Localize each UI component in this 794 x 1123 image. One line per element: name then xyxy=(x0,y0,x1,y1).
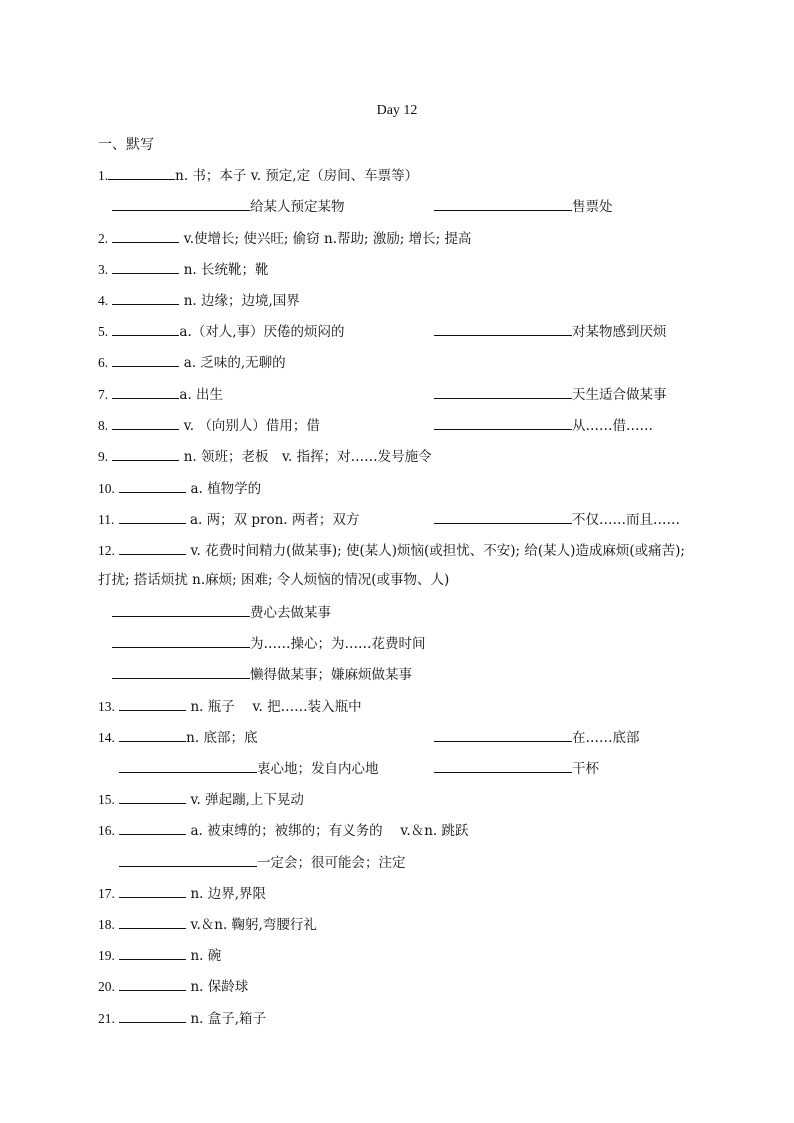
phrase-definition: 售票处 xyxy=(572,199,613,215)
list-item-right xyxy=(434,196,613,216)
item-definition: v.＆n. 鞠躬,弯腰行礼 xyxy=(190,917,317,933)
item-number: 14. xyxy=(98,730,115,745)
list-item xyxy=(98,914,317,934)
item-number: 9. xyxy=(98,449,109,464)
phrase-definition: 为……操心；为……花费时间 xyxy=(250,636,426,652)
list-item xyxy=(98,1008,266,1028)
page-title: Day 12 xyxy=(376,103,418,118)
item-number: 21. xyxy=(98,1011,115,1026)
phrase-definition: 天生适合做某事 xyxy=(572,387,667,403)
item-number: 3. xyxy=(98,262,109,277)
list-item xyxy=(98,820,468,840)
item-number: 20. xyxy=(98,979,115,994)
list-item-right xyxy=(434,415,653,435)
list-item xyxy=(98,976,248,996)
item-definition: n. 书；本子 v. 预定,定（房间、车票等） xyxy=(175,168,419,184)
item-definition: n. 盒子,箱子 xyxy=(190,1011,267,1027)
list-item xyxy=(98,540,685,560)
list-item xyxy=(119,852,406,872)
list-item xyxy=(112,633,426,653)
item-number: 13. xyxy=(98,699,115,714)
item-definition: v. 花费时间精力(做某事); 使(某人)烦恼(或担忧、不安); 给(某人)造成麻烦(或痛苦); xyxy=(190,543,685,559)
answer-blank[interactable] xyxy=(434,321,572,336)
item-definition: a.（对人,事）厌倦的烦闷的 xyxy=(179,324,345,340)
item-number: 8. xyxy=(98,418,109,433)
item-definition: n. 瓶子 v. 把……装入瓶中 xyxy=(190,699,362,715)
list-item xyxy=(98,446,432,466)
phrase-definition: 一定会；很可能会；注定 xyxy=(257,855,406,871)
phrase-definition: 对某物感到厌烦 xyxy=(572,324,667,340)
item-number: 5. xyxy=(98,324,109,339)
list-item xyxy=(98,478,261,498)
answer-blank[interactable] xyxy=(119,509,186,524)
list-item xyxy=(112,602,331,622)
answer-blank[interactable] xyxy=(119,540,186,555)
answer-blank[interactable] xyxy=(112,196,250,211)
item-number: 2. xyxy=(98,231,109,246)
item-number: 1. xyxy=(98,168,109,183)
answer-blank[interactable] xyxy=(119,945,186,960)
answer-blank[interactable] xyxy=(434,415,572,430)
list-item-right xyxy=(434,727,640,747)
phrase-definition: 从……借…… xyxy=(572,418,653,434)
list-item xyxy=(119,758,379,778)
answer-blank[interactable] xyxy=(434,196,572,211)
answer-blank[interactable] xyxy=(119,478,186,493)
item-definition: a. 被束缚的；被绑的；有义务的 v.＆n. 跳跃 xyxy=(190,823,469,839)
item-definition: a. 出生 xyxy=(179,387,224,403)
answer-blank[interactable] xyxy=(119,789,186,804)
list-item xyxy=(98,290,300,310)
list-item xyxy=(98,321,345,341)
list-item xyxy=(98,509,359,529)
answer-blank[interactable] xyxy=(112,259,179,274)
item-definition: v. 弹起蹦,上下晃动 xyxy=(190,792,304,808)
list-item-right xyxy=(434,384,667,404)
answer-blank[interactable] xyxy=(119,914,186,929)
item-number: 18. xyxy=(98,917,115,932)
list-item-right xyxy=(434,321,667,341)
item-definition: n. 碗 xyxy=(190,948,222,964)
answer-blank[interactable] xyxy=(112,602,250,617)
answer-blank[interactable] xyxy=(112,321,179,336)
list-item xyxy=(98,696,362,716)
list-item xyxy=(98,883,266,903)
phrase-definition: 费心去做某事 xyxy=(250,605,331,621)
answer-blank[interactable] xyxy=(119,1008,186,1023)
item-definition: n. 保龄球 xyxy=(190,979,249,995)
answer-blank[interactable] xyxy=(434,758,572,773)
item-number: 6. xyxy=(98,355,109,370)
item-definition: n. 边缘；边境,国界 xyxy=(183,293,300,309)
answer-blank[interactable] xyxy=(119,758,257,773)
item-definition: n. 边界,界限 xyxy=(190,886,267,902)
answer-blank[interactable] xyxy=(112,446,179,461)
list-item xyxy=(98,415,320,435)
item-definition: v.使增长; 使兴旺; 偷窃 n.帮助; 激励; 增长; 提高 xyxy=(183,231,472,247)
phrase-definition: 在……底部 xyxy=(572,730,640,746)
answer-blank[interactable] xyxy=(112,664,250,679)
answer-blank[interactable] xyxy=(434,509,572,524)
item-definition: a. 两；双 pron. 两者；双方 xyxy=(189,512,360,528)
answer-blank[interactable] xyxy=(112,384,179,399)
answer-blank[interactable] xyxy=(119,727,186,742)
item-number: 10. xyxy=(98,481,115,496)
item-number: 15. xyxy=(98,792,115,807)
answer-blank[interactable] xyxy=(112,415,179,430)
list-item xyxy=(98,945,221,965)
section-heading: 一、默写 xyxy=(98,137,154,153)
list-item xyxy=(98,727,257,747)
answer-blank[interactable] xyxy=(434,727,572,742)
list-item-continuation xyxy=(98,571,449,589)
answer-blank[interactable] xyxy=(434,384,572,399)
item-definition: v. （向别人）借用；借 xyxy=(183,418,320,434)
item-number: 17. xyxy=(98,886,115,901)
item-definition: n. 领班；老板 v. 指挥；对……发号施令 xyxy=(183,449,432,465)
list-item xyxy=(98,228,472,248)
item-definition: n. 底部；底 xyxy=(186,730,258,746)
answer-blank[interactable] xyxy=(119,852,257,867)
phrase-definition: 干杯 xyxy=(572,761,599,777)
item-number: 19. xyxy=(98,948,115,963)
list-item xyxy=(98,789,304,809)
item-definition: 打扰; 搭话烦扰 n.麻烦; 困难; 令人烦恼的情况(或事物、人) xyxy=(98,572,450,588)
item-definition: a. 乏味的,无聊的 xyxy=(183,355,286,371)
answer-blank[interactable] xyxy=(119,820,186,835)
answer-blank[interactable] xyxy=(112,228,179,243)
list-item xyxy=(112,664,412,684)
list-item xyxy=(112,196,345,216)
phrase-definition: 懒得做某事；嫌麻烦做某事 xyxy=(250,667,412,683)
answer-blank[interactable] xyxy=(112,352,179,367)
answer-blank[interactable] xyxy=(119,696,186,711)
list-item xyxy=(98,384,223,404)
list-item-right xyxy=(434,509,680,529)
list-item xyxy=(98,259,269,279)
phrase-definition: 不仅……而且…… xyxy=(572,512,680,528)
answer-blank[interactable] xyxy=(112,633,250,648)
item-number: 12. xyxy=(98,543,115,558)
answer-blank[interactable] xyxy=(112,290,179,305)
list-item-right xyxy=(434,758,599,778)
list-item xyxy=(98,352,286,372)
item-number: 4. xyxy=(98,293,109,308)
item-definition: n. 长统靴；靴 xyxy=(183,262,269,278)
item-number: 7. xyxy=(98,387,109,402)
item-definition: a. 植物学的 xyxy=(190,481,262,497)
answer-blank[interactable] xyxy=(119,883,186,898)
answer-blank[interactable] xyxy=(108,165,175,180)
phrase-definition: 衷心地；发自内心地 xyxy=(257,761,379,777)
phrase-definition: 给某人预定某物 xyxy=(250,199,345,215)
item-number: 16. xyxy=(98,823,115,838)
answer-blank[interactable] xyxy=(119,976,186,991)
item-number: 11. xyxy=(98,512,115,527)
list-item xyxy=(98,165,418,185)
